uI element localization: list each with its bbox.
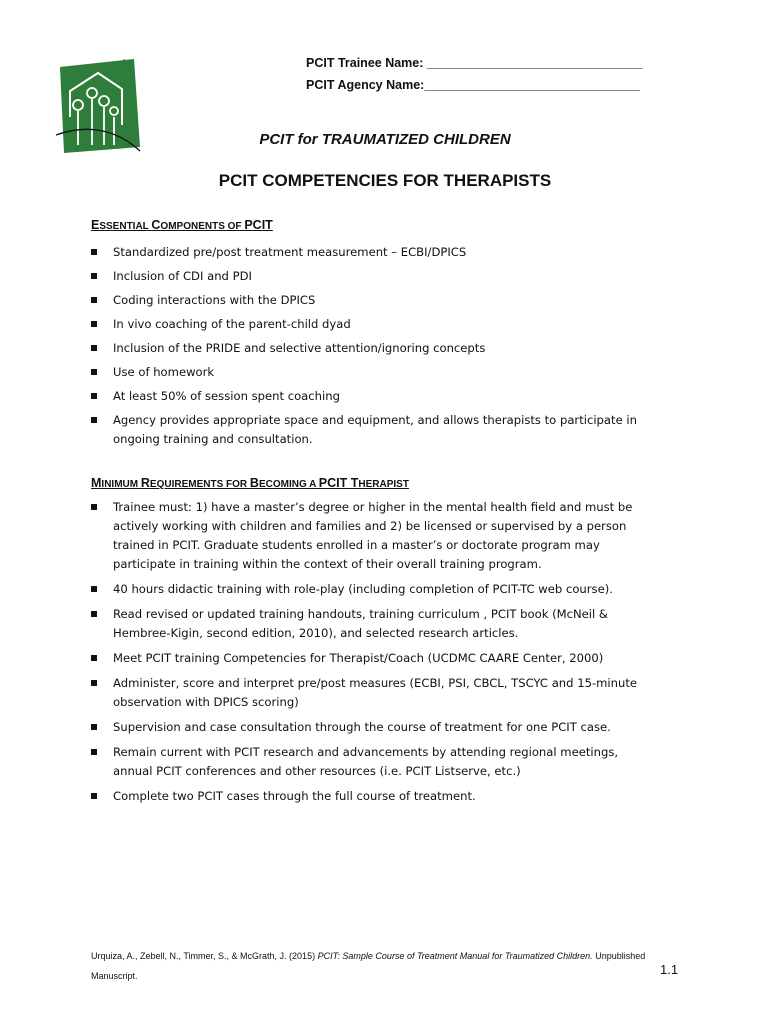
citation-line-1 [91,946,691,966]
heading-part: EQUIREMENTS FOR [149,479,250,490]
bullet-icon [91,273,97,279]
list-item-text: Complete two PCIT cases through the full course of treatment. [113,789,476,803]
list-item-text: Coding interactions with the DPICS [113,293,316,307]
heading-part: R [140,476,150,490]
citation-footer [91,946,691,986]
bullet-icon [91,417,97,423]
heading-part: OMPONENTS OF [160,221,245,232]
list-item-text: Standardized pre/post treatment measurement – ECBI/DPICS [113,245,467,259]
list-item [91,291,651,310]
bullet-icon [91,655,97,661]
header-fields [306,52,642,96]
list-item-text: Supervision and case consultation through the course of treatment for one PCIT case. [113,720,611,734]
citation-authors: Urquiza, A., Zebell, N., Timmer, S., & McGrath, J. (2015) [91,951,318,961]
bullet-icon [91,611,97,617]
list-item-text: Inclusion of the PRIDE and selective attention/ignoring concepts [113,341,486,355]
list-item [91,649,651,668]
list-item-text: At least 50% of session spent coaching [113,389,340,403]
heading-part: INIMUM [101,479,141,490]
list-item [91,605,651,643]
list-item [91,387,651,406]
heading-part: E [91,218,100,232]
bullet-icon [91,393,97,399]
bullet-icon [91,504,97,510]
list-item-text: Read revised or updated training handouts, training curriculum , PCIT book (McNeil & Hembree-Kigin, second edition, 2010), and selected research articles. [113,607,608,640]
list-item-text: Trainee must: 1) have a master’s degree or higher in the mental health field and must be actively working with children and families and 2) be licensed or supervised by a person trained in PCIT. Graduate students enrolled in a master’s or doctorate program may participate in training within the context of their overall training program. [113,500,633,571]
heading-part: SSENTIAL [99,221,152,232]
bullet-icon [91,680,97,686]
bullet-icon [91,369,97,375]
heading-part: C [151,218,161,232]
document-title: PCIT COMPETENCIES FOR THERAPISTS [218,171,552,190]
bullet-icon [91,793,97,799]
heading-part: PCIT [244,218,273,232]
heading-part: PCIT [318,476,348,490]
essential-components-list [91,243,651,449]
list-item [91,743,651,781]
heading-part: B [249,476,259,490]
bullet-icon [91,321,97,327]
page-number: 1.1 [660,962,679,977]
essential-components-heading [91,218,273,232]
minimum-requirements-list [91,498,651,806]
list-item [91,339,651,358]
heading-part: T [347,476,359,490]
bullet-icon [91,749,97,755]
list-item [91,315,651,334]
list-item-text: Administer, score and interpret pre/post measures (ECBI, PSI, CBCL, TSCYC and 15-minute observation with DPICS scoring) [113,676,638,709]
citation-title: PCIT: Sample Course of Treatment Manual for Traumatized Children. [317,951,593,961]
list-item [91,363,651,382]
list-item [91,498,651,574]
bullet-icon [91,724,97,730]
agency-name-field: PCIT Agency Name:_______________________________ [306,78,640,92]
document-subtitle: PCIT for TRAUMATIZED CHILDREN [259,131,511,148]
bullet-icon [91,297,97,303]
heading-part: M [91,476,102,490]
citation-tail: Unpublished [592,951,646,961]
list-item [91,243,651,262]
heading-part: ECOMING A [258,479,319,490]
list-item-text: Remain current with PCIT research and advancements by attending regional meetings, annual PCIT conferences and other resources (i.e. PCIT Listserve, etc.) [113,745,619,778]
list-item-text: Agency provides appropriate space and equipment, and allows therapists to participate in ongoing training and consultation. [113,413,637,446]
list-item-text: 40 hours didactic training with role-play (including completion of PCIT-TC web course). [113,582,613,596]
list-item [91,580,651,599]
list-item-text: Meet PCIT training Competencies for Therapist/Coach (UCDMC CAARE Center, 2000) [113,651,604,665]
list-item [91,787,651,806]
list-item [91,267,651,286]
trainee-name-field: PCIT Trainee Name: _______________________________ [306,56,643,70]
citation-line-2: Manuscript. [91,971,138,981]
list-item [91,674,651,712]
bullet-icon [91,586,97,592]
bullet-icon [91,249,97,255]
list-item-text: In vivo coaching of the parent-child dyad [113,317,351,331]
minimum-requirements-heading [91,476,409,490]
heading-part: HERAPIST [358,479,409,490]
list-item-text: Use of homework [113,365,215,379]
list-item-text: Inclusion of CDI and PDI [113,269,252,283]
list-item [91,411,651,449]
list-item [91,718,651,737]
bullet-icon [91,345,97,351]
